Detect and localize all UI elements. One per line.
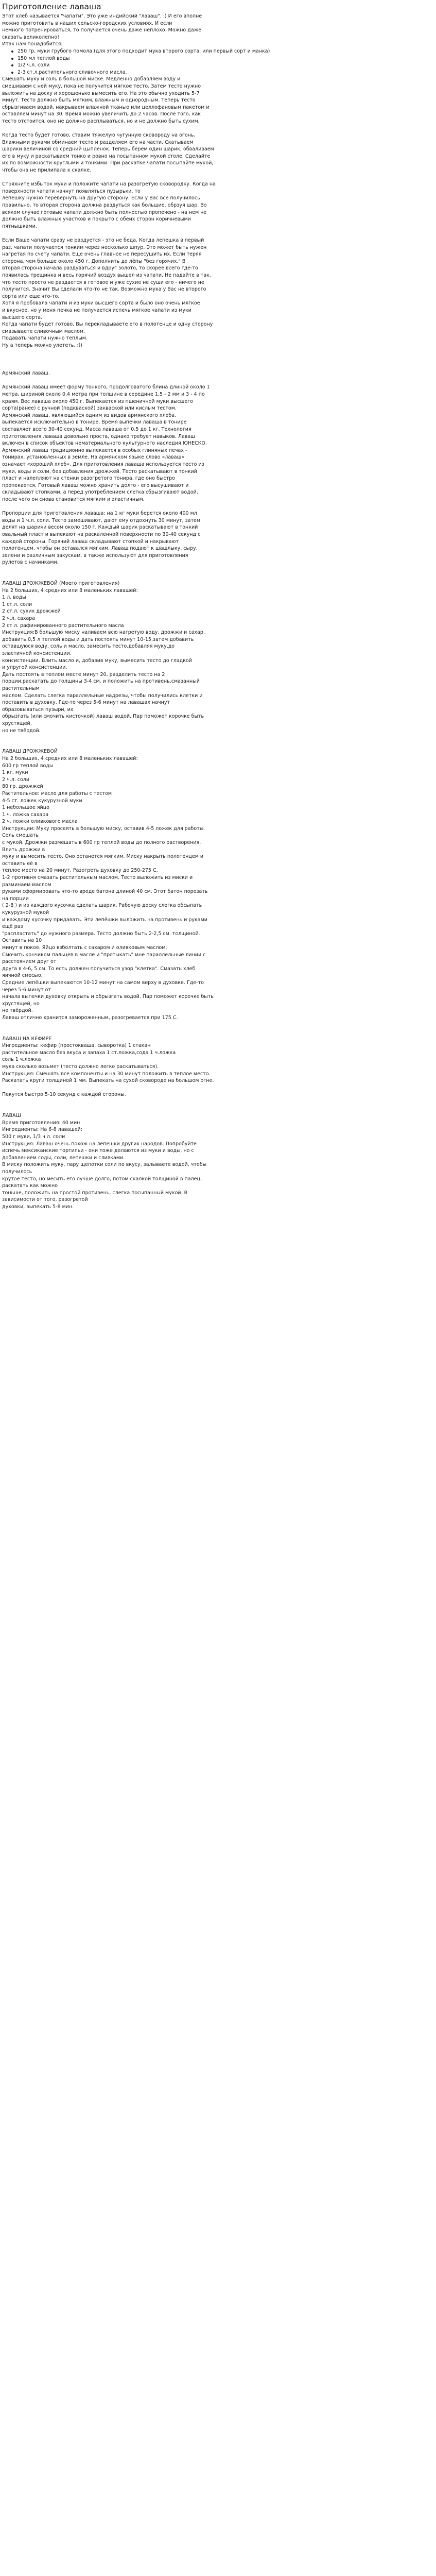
recipe-line: оставить её в: [2, 860, 38, 867]
text-line: метра, шириной около 0,4 метра при толщине в середине 1,5 - 2 мм и 3 - 4 по: [2, 392, 205, 398]
recipe-line: хрустящей,: [2, 720, 32, 726]
recipe-line: 2 ч.л. соли: [2, 776, 30, 783]
recipe-line: 2 ч.л. сахара: [2, 616, 36, 622]
spacer: [2, 174, 321, 181]
ingredient-item: 1/2 ч.л. соли: [18, 62, 436, 69]
spacer: [2, 349, 436, 357]
recipe-line: Ингредиенты: кефир (простокваша, сыворотка) 1 стакан: [2, 1043, 151, 1049]
text-line: Хотя я пробовала чапати и из муки высшего сорта и было оно очень мягкое: [2, 300, 200, 307]
recipe-line: на порции: [2, 895, 29, 902]
recipe-line: 1 ст.л. соли: [2, 601, 32, 607]
text-line: можно приготовить в наших сельско-городских условиях. И если: [2, 20, 172, 26]
recipe-line: 4-5 ст. ложек кукурузной муки: [2, 798, 82, 804]
text-line: Армянский лаваш традиционно выпекается в особых глиняных печах -: [2, 447, 187, 453]
spacer: [2, 1098, 436, 1106]
recipe-line: В миску положить муку, пару щепотки соли по вкусу, залываете водой, чтобы: [2, 1162, 207, 1168]
recipe-line: 1 ч. ложка сахара: [2, 811, 49, 818]
recipe-line: консистенции. Влить масло и, добавив муку, вымесить тесто до гладкой: [2, 657, 192, 664]
recipe-line: и каждому кусочку придавать. Эти лепёшки выложить на противень и руками: [2, 917, 207, 923]
recipe-line: Ингредиенты: На 6-8 лавашей:: [2, 1127, 82, 1133]
recipe-line: соль 1 ч.ложка: [2, 1057, 41, 1063]
recipe-line: друга в 4-6, 5 см. То есть должен получиться узор "клетка". Смазать хлеб: [2, 965, 196, 972]
recipe-line: 1-2 противня смазать растительным маслом. Тесто выложить из миски и: [2, 875, 193, 881]
recipe-title: ЛАВАШ: [2, 1113, 21, 1119]
ingredients-list: [2, 48, 436, 76]
ingredient-item: 2-3 ст.л.растительного сливочного масла.: [18, 69, 436, 76]
text-line: их по возможности круглыми и тонкими. При раскатке чапати посыпайте мукой,: [2, 160, 214, 166]
recipe-section: [2, 748, 321, 1021]
recipe-line: руками сформировать что-то вроде батона длиной 40 см. Этот батон порезать: [2, 889, 208, 895]
text-line: зелени и различным закускам, а также используют для приготовления: [2, 552, 188, 558]
recipe-line: муку и вымесить тесто. Оно останется мягким. Миску накрыть полотенцем и: [2, 854, 204, 860]
recipe-section: [2, 1112, 321, 1210]
recipe-line: 1 небольшое яйцо: [2, 805, 49, 811]
recipe-line: зависимости от того, разогретой: [2, 1197, 88, 1203]
text-line: включен в список объектов нематериального культурного наследия ЮНЕСКО.: [2, 440, 207, 447]
text-line: Ну а теперь можно улететь. :)): [2, 342, 82, 348]
recipe-line: Растительное: масло для работы с тестом: [2, 790, 112, 796]
spacer: [2, 566, 436, 573]
recipe-line: минут в покое. Яйцо взболтать с сахаром и оливковым маслом.: [2, 944, 167, 951]
spacer: [2, 1106, 436, 1113]
text-line: Армянский лаваш имеет форму тонкого, продолговатого блина длиной около 1: [2, 384, 210, 391]
armenian-section-title: Армянский лаваш.: [2, 370, 50, 377]
recipe-line: с мукой. Дрожжи размешать в 600 гр теплой воды до полного растворения.: [2, 840, 201, 846]
recipe-line: крутое тесто, но месить его лучше долго, потом скалкой толщиной в палец,: [2, 1176, 202, 1182]
recipe-line: 1 кг. муки: [2, 770, 28, 776]
recipe-line: хрустящей, но: [2, 1001, 40, 1007]
text-line: составляет всего 30-40 секунд. Масса лаваша от 0,5 до 1 кг. Технология: [2, 427, 191, 433]
recipe-line: Влить дрожжи в: [2, 846, 45, 853]
recipe-line: Оставить на 10: [2, 938, 42, 944]
method-text: [2, 76, 321, 349]
spacer: [2, 1028, 436, 1036]
text-line: пятнышками.: [2, 223, 37, 229]
text-line: раз, чапати получается тонким через несколько шпур. Это может быть нужен: [2, 244, 207, 250]
recipe-line: и упругой консистенции.: [2, 665, 67, 671]
recipe-line: Инструкция: Лаваш очень похож на лепешки других народов. Попробуйте: [2, 1141, 197, 1147]
text-line: складывают стопками, а перед употреблением слегка сбрызгивают водой,: [2, 489, 198, 496]
recipe-line: Дать постоять в теплом месте минут 20, разделить тесто на 2: [2, 671, 165, 677]
text-line: оставляем минут на 30. Время можно увеличить до 2 часов. После того, как: [2, 111, 201, 117]
text-line: немного потренироваться, то получается очень даже неплохо. Можно даже: [2, 27, 202, 33]
recipe-line: образовываться пузыри, их: [2, 706, 74, 713]
recipe-line: Инструкция:В большую миску наливаем всю нагретую воду, дрожжи и сахар,: [2, 630, 205, 636]
recipe-line: испечь мексиканские тортильи - они тоже делаются из муки и воды, но с: [2, 1148, 194, 1154]
recipe-title: ЛАВАШ ДРОЖЖЕВОЙ (Моего приготовления): [2, 581, 120, 587]
text-line: Подавать чапати нужно теплым.: [2, 335, 88, 342]
text-line: шарики величиной со средний цыпленок. Теперь берем один шарик, обваливаем: [2, 146, 214, 152]
text-line: Когда тесто будет готово, ставим тяжелую чугунную сковороду на огонь.: [2, 132, 196, 139]
text-line: выложить на доску и хорошенько вымесить его. На это обычно уходить 5-7: [2, 90, 200, 96]
text-line: сторона, чем больше около 450 г. Дополнить до лёпы "без горячих." В: [2, 258, 186, 264]
recipe-line: через 5-6 минут от: [2, 987, 51, 993]
text-line: после чего он снова становится мягким и эластичным.: [2, 496, 145, 502]
recipe-line: ( 2-8 ) и из каждого кусочка сделать шарик. Рабочую доску слегка обсыпать: [2, 903, 202, 909]
recipe-line: обрызгать (или смочить кисточкой) лаваш водой. Пар поможет корочке быть: [2, 714, 204, 720]
text-line: его в муку и раскатываем тонко и ровно на посыпанном мукой столе. Сделайте: [2, 153, 211, 159]
ingredient-item: 150 мл теплой воды: [18, 55, 436, 62]
text-line: вторая сторона начала раздуваться и вдруг золото, то скорее всего где-то: [2, 265, 198, 272]
recipe-line: 2 ст.л. сухих дрожжей: [2, 608, 61, 615]
spacer: [2, 573, 436, 581]
text-line: правильно, то вторая сторона должна раздуться как большие, обрзуя шар. Во: [2, 202, 207, 209]
text-line: означает «хороший хлеб». Для приготовления лаваша используется тесто из: [2, 462, 204, 467]
text-line: муки, воды и соли, без добавления дрожжей. Тесто раскатывают в тонкий: [2, 468, 197, 474]
recipe-line: Пекутся быстро 5-10 секунд с каждой стороны.: [2, 1092, 126, 1098]
recipe-line: растительным: [2, 686, 40, 691]
recipe-line: 2 ч. ложки оливкового масла: [2, 819, 78, 825]
text-line: лепешку нужно перевернуть на другую сторону. Если у Вас все получилось: [2, 195, 200, 201]
text-line: нагретая по счету чапати. Еще очень главное не пересушить их. Если теряя: [2, 251, 202, 258]
recipe-line: порции,раскатать до толщины 3-4 см. и положить на противень,смазанный: [2, 679, 200, 685]
text-line: сбрызгиваем водой, накрываем влажной тканью или целлофановым пакетом и: [2, 104, 210, 110]
recipe-line: оставшуюся воду, соль и масло, замесить тесто,добавляя муку,до: [2, 643, 175, 650]
recipe-line: тёплое место на 20 минут. Разогреть духовку до 250-275 С.: [2, 868, 158, 874]
text-line: делят на шарики весом около 150 г. Каждый шарик раскатывают в тонкий: [2, 524, 198, 531]
ingredient-item: 250 гр. муки грубого помола (для этого подходит мука второго сорта, или первый сорт и манка): [18, 48, 436, 55]
spacer: [2, 363, 436, 370]
recipe-line: расстоянием друг от: [2, 959, 57, 965]
recipe-section: [2, 580, 321, 734]
text-line: сорта или еще что-то.: [2, 293, 60, 299]
text-line: тонирах, установленных в земле. На армянском языке слово «лаваш»: [2, 454, 185, 461]
recipe-line: растительное масло без вкуса и запаха 1 ст.ложка,сода 1 ч.ложка: [2, 1049, 176, 1056]
recipe-line: добавить 0,5 л теплой воды и дать постоять минут 10-15,затем добавить: [2, 636, 194, 642]
text-line: появилась трещинка и весь горячий воздух вышел из чапати. Не падайте в так,: [2, 272, 211, 278]
recipe-line: маслом. Сделать слегка параллельные надрезы, чтобы получились клетки и: [2, 692, 203, 699]
text-line: сорта(ранее) с ручной (подкваской) закваской или кислым тестом.: [2, 405, 177, 412]
recipe-line: Инструкции: Муку просеять в большую миску, оставив 4-5 ложек для работы.: [2, 825, 205, 832]
page-title: Приготовление лаваша: [2, 2, 101, 11]
recipe-line: не твёрдой.: [2, 1008, 33, 1014]
recipe-line: Средние лепёшки выпекаются 10-12 минут на самом верху в духовке. Где-то: [2, 979, 204, 986]
recipes: [2, 566, 436, 1211]
text-line: получится. Значит Вы сделали что-то не так. Возможно мука у Вас не второго: [2, 286, 206, 293]
spacer: [2, 503, 321, 511]
text-line: воды и 1 ч.л. соли. Тесто замешивают, дают ему отдохнуть 30 минут, затем: [2, 517, 201, 523]
page: [0, 0, 436, 1231]
recipe-line: 1 л. воды: [2, 595, 26, 601]
text-line: приготовления лаваша довольно проста, однако требует навыков. Лаваш: [2, 433, 195, 439]
text-line: всяком случае готовые чапати должно быть полностью пропечено - на нем не: [2, 209, 207, 215]
recipe-line: духовки, выпекать 5-8 мин.: [2, 1204, 74, 1210]
recipe-line: тоньше, положить на простой противень, слегка посыпанный мукой. В: [2, 1190, 188, 1196]
recipe-line: раскатать как можно: [2, 1183, 58, 1189]
text-line: смешиваем с ней муку, пока не получится мягкое тесто. Затем тесто нужно: [2, 83, 201, 89]
text-line: пласт и налепляют на стенки разогретого тонира, где оно быстро: [2, 476, 175, 482]
text-line: рулетов с начинками.: [2, 560, 59, 566]
recipe-line: мука сколько возьмет (тесто должно легко раскатываться).: [2, 1064, 159, 1070]
text-line: тесто отстоится, оно не должно расплываться, но и не должно быть сухим.: [2, 118, 200, 124]
recipe-line: яичной смесью.: [2, 973, 43, 979]
recipe-line: добавлением соды, соли, лепешки и сливками.: [2, 1155, 125, 1161]
spacer: [2, 734, 436, 741]
spacer: [2, 1084, 321, 1092]
text-line: Этот хлеб называется "чапати". Это уже индийский "лаваш". :) И его вполне: [2, 13, 202, 19]
text-line: пропекается. Готовый лаваш можно хранить долго - его высушивают и: [2, 482, 189, 488]
recipe-line: но не твёрдой.: [2, 727, 41, 734]
recipe-line: получилось: [2, 1168, 32, 1175]
recipe-line: разминаем маслом: [2, 882, 51, 888]
recipe-line: эластичной консистенции.: [2, 651, 72, 657]
intro-text: [2, 13, 321, 48]
spacer: [2, 741, 436, 749]
text-line: выпекается исключительно в тонире. Время выпечки лаваша в тонире: [2, 419, 187, 426]
text-line: Когда чапати будет готово, Вы перекладываете его в полотенце и одну сторону: [2, 321, 213, 328]
text-line: минут. Тесто должно быть мягким, влажным и однородным. Теперь тесто: [2, 97, 196, 104]
text-line: Если Ваше чапати сразу не раздуется - это не беда. Когда лепешка в первый: [2, 238, 204, 243]
recipe-line: 2 ст.л. рафинированного растительного масла: [2, 622, 124, 629]
recipe-line: Инструкция: Смешать все компоненты и на 30 минут положить в теплое место.: [2, 1071, 211, 1077]
recipe-line: 80 гр. дрожжей: [2, 784, 43, 790]
text-line: Влажными руками обминаем тесто и разделяем его на части. Скатываем: [2, 139, 194, 145]
text-line: Армянский лаваш, являющийся одним из видов армянского хлеба,: [2, 412, 177, 418]
recipe-line: "распластать" до нужного размера. Тесто должно быть 2-2,5 см. толщиной.: [2, 930, 200, 937]
text-line: поверхности чапати начнут появляться пузырьки, то: [2, 188, 141, 194]
spacer: [2, 377, 436, 384]
text-line: краям. Вес лаваша около 450 г. Выпекается из пшеничной муки высшего: [2, 398, 193, 404]
recipe-line: 600 гр теплой воды: [2, 762, 54, 769]
recipe-line: кукурузной мукой: [2, 910, 49, 916]
text-line: овальный пласт и выпекают на раскаленной поверхности по 30-40 секунд с: [2, 531, 201, 537]
recipe-line: Раскатать круги толщиной 1 мм. Выпекать на сухой сковороде на большом огне.: [2, 1078, 214, 1084]
text-line: каждой стороны. Горячий лаваш складывают стопкой и накрывают: [2, 538, 179, 545]
text-line: чтобы она не прилипала к скалке.: [2, 167, 92, 174]
recipe-line: начала выпечки духовку открыть и обрызгать водой. Пар поможет корочке быть: [2, 994, 214, 1000]
spacer: [2, 356, 436, 363]
text-line: Стряхните избыток муки и положите чапати на разогретую сковородку. Когда на: [2, 181, 216, 188]
recipe-line: На 2 больших, 4 средних или 8 маленьких лавашей:: [2, 755, 138, 761]
spacer: [2, 230, 321, 237]
text-line: высшего сорта.: [2, 314, 43, 320]
recipe-line: На 2 больших, 4 средних или 8 маленьких лавашей:: [2, 587, 138, 594]
recipe-line: Лаваш отлично хранится замороженным, разогревается при 175 С.: [2, 1014, 178, 1021]
recipe-section: [2, 1036, 321, 1098]
recipe-line: Соль смешать: [2, 833, 39, 839]
recipe-line: Смочить кончиком пальцев в масле и "протыкать" мне параллельные линии с: [2, 952, 206, 958]
recipe-line: поставить в духовку. Где-то через 5-6 минут на лавашах начнут: [2, 700, 170, 706]
text-line: смазываете сливочным маслом.: [2, 328, 85, 334]
text-line: полотенцем, чтобы он оставался мягким. Лаваш подают к шашлыку, сыру,: [2, 546, 198, 552]
text-line: Смешать муку и соль в большой миске. Медленно добавляем воду и: [2, 76, 181, 82]
text-line: что тесто просто не раздается в готовое и уже сухие не суши его - ничего не: [2, 279, 204, 285]
text-line: сказать великолепно!: [2, 34, 60, 40]
recipe-line: Время приготовления: 40 мин: [2, 1120, 80, 1126]
recipe-line: ещё раз: [2, 924, 23, 930]
text-line: должно быть влажных участков и покрыто с обеих сторон коричневыми: [2, 216, 191, 223]
armenian-text: [2, 384, 321, 566]
recipe-title: ЛАВАШ НА КЕФИРЕ: [2, 1036, 52, 1042]
spacer: [2, 125, 321, 132]
recipe-title: ЛАВАШ ДРОЖЖЕВОЙ: [2, 749, 58, 755]
recipe-line: 500 г муки, 1/3 ч.л. соли: [2, 1134, 65, 1140]
text-line: Итак нам понадобится:: [2, 41, 63, 47]
text-line: Пропорции для приготовления лаваша: на 1 кг муки берется около 400 мл: [2, 511, 197, 517]
spacer: [2, 1022, 436, 1029]
text-line: и вкусное, но у меня печка не получается испечь мягкое чапати из муки: [2, 307, 191, 313]
